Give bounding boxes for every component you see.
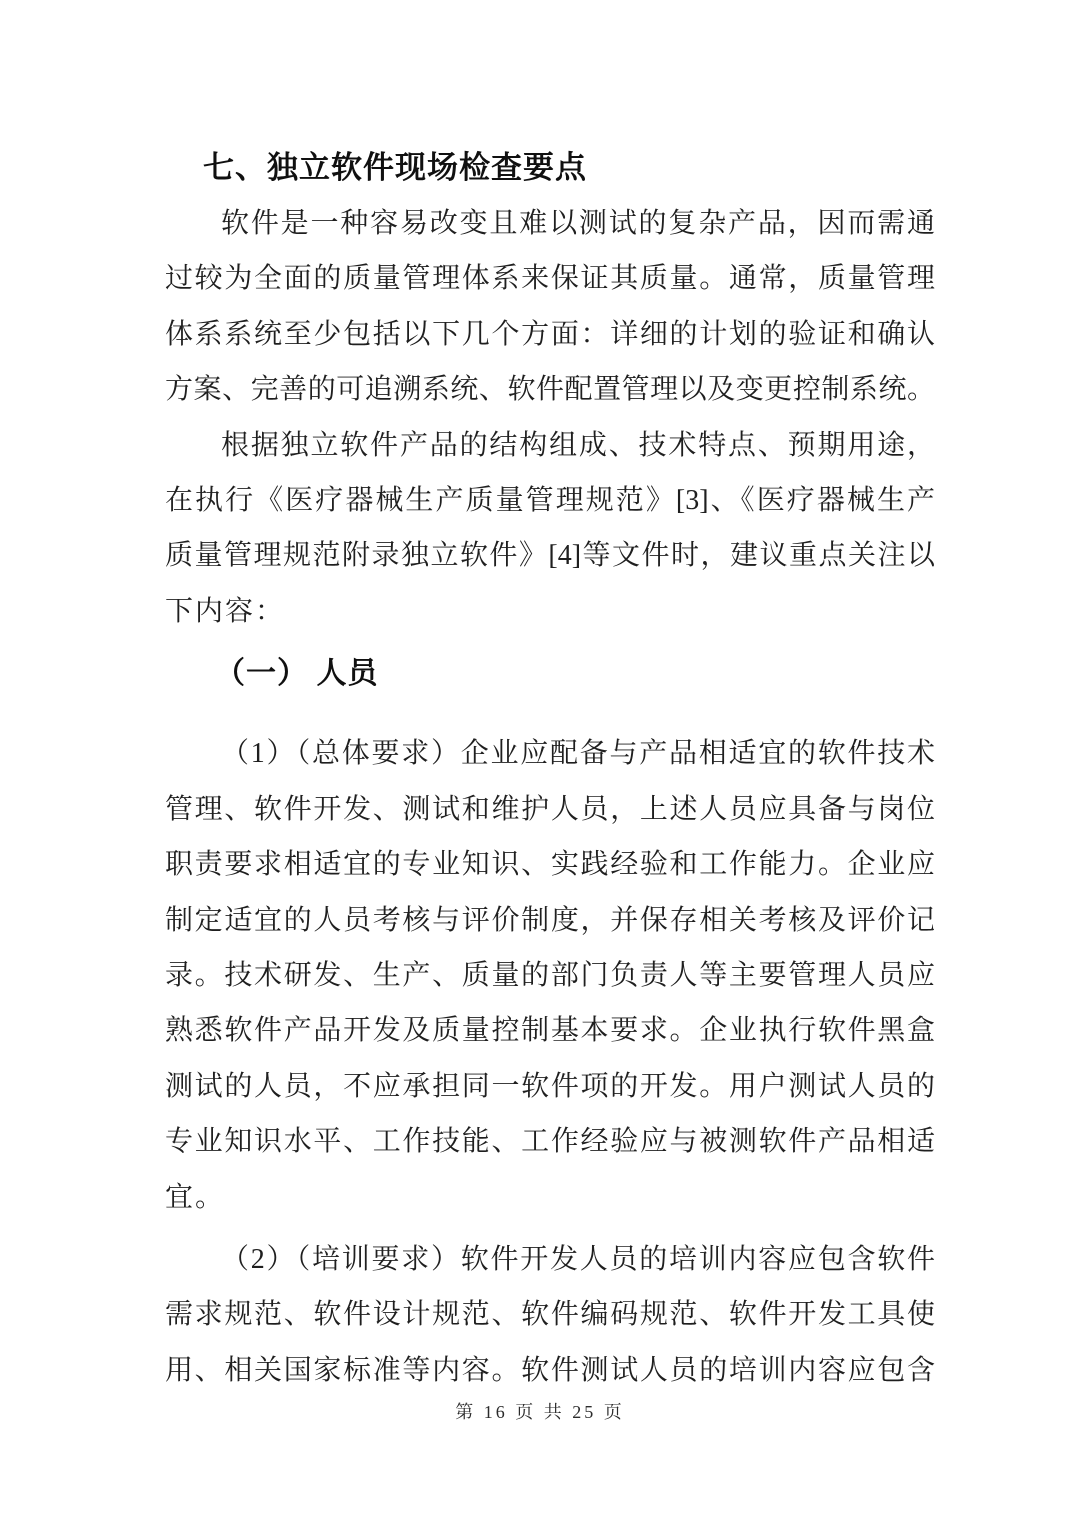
paragraph-1-line-4: 方案、完善的可追溯系统、软件配置管理以及变更控制系统。 — [165, 374, 935, 406]
paragraph-1-line-2: 过较为全面的质量管理体系来保证其质量。通常，质量管理 — [165, 263, 935, 295]
paragraph-4-line-3: 用、相关国家标准等内容。软件测试人员的培训内容应包含 — [165, 1354, 935, 1386]
section-title: 七、独立软件现场检查要点 — [203, 150, 587, 185]
paragraph-3-line-8: 专业知识水平、工作技能、工作经验应与被测软件产品相适 — [165, 1126, 935, 1158]
subsection-heading-personnel: （一） 人员 — [215, 657, 379, 691]
paragraph-3-line-9: 宜。 — [165, 1181, 226, 1213]
page-footer — [0, 1398, 1080, 1424]
paragraph-3-line-2: 管理、软件开发、测试和维护人员，上述人员应具备与岗位 — [165, 793, 935, 825]
paragraph-2-line-1: 根据独立软件产品的结构组成、技术特点、预期用途， — [221, 429, 935, 461]
paragraph-2-line-2: 在执行《医疗器械生产质量管理规范》[3]、《医疗器械生产 — [165, 484, 935, 516]
paragraph-4-line-2: 需求规范、软件设计规范、软件编码规范、软件开发工具使 — [165, 1299, 935, 1331]
paragraph-3-line-4: 制定适宜的人员考核与评价制度，并保存相关考核及评价记 — [165, 904, 935, 936]
paragraph-3-line-6: 熟悉软件产品开发及质量控制基本要求。企业执行软件黑盒 — [165, 1015, 935, 1047]
paragraph-1-line-3: 体系系统至少包括以下几个方面：详细的计划的验证和确认 — [165, 318, 935, 350]
paragraph-3-line-7: 测试的人员，不应承担同一软件项的开发。用户测试人员的 — [165, 1070, 935, 1102]
paragraph-2-line-4: 下内容： — [165, 595, 286, 627]
paragraph-2-line-3: 质量管理规范附录独立软件》[4]等文件时，建议重点关注以 — [165, 540, 935, 572]
page-number-text: 第 16 页 共 25 页 — [455, 1402, 625, 1422]
paragraph-3-line-3: 职责要求相适宜的专业知识、实践经验和工作能力。企业应 — [165, 849, 935, 881]
paragraph-3-line-1: （1）（总体要求）企业应配备与产品相适宜的软件技术 — [221, 738, 935, 770]
paragraph-1-line-1: 软件是一种容易改变且难以测试的复杂产品，因而需通 — [221, 208, 935, 239]
document-body — [165, 140, 935, 1398]
paragraph-4-line-1: （2）（培训要求）软件开发人员的培训内容应包含软件 — [221, 1243, 935, 1275]
paragraph-3-line-5: 录。技术研发、生产、质量的部门负责人等主要管理人员应 — [165, 959, 935, 991]
